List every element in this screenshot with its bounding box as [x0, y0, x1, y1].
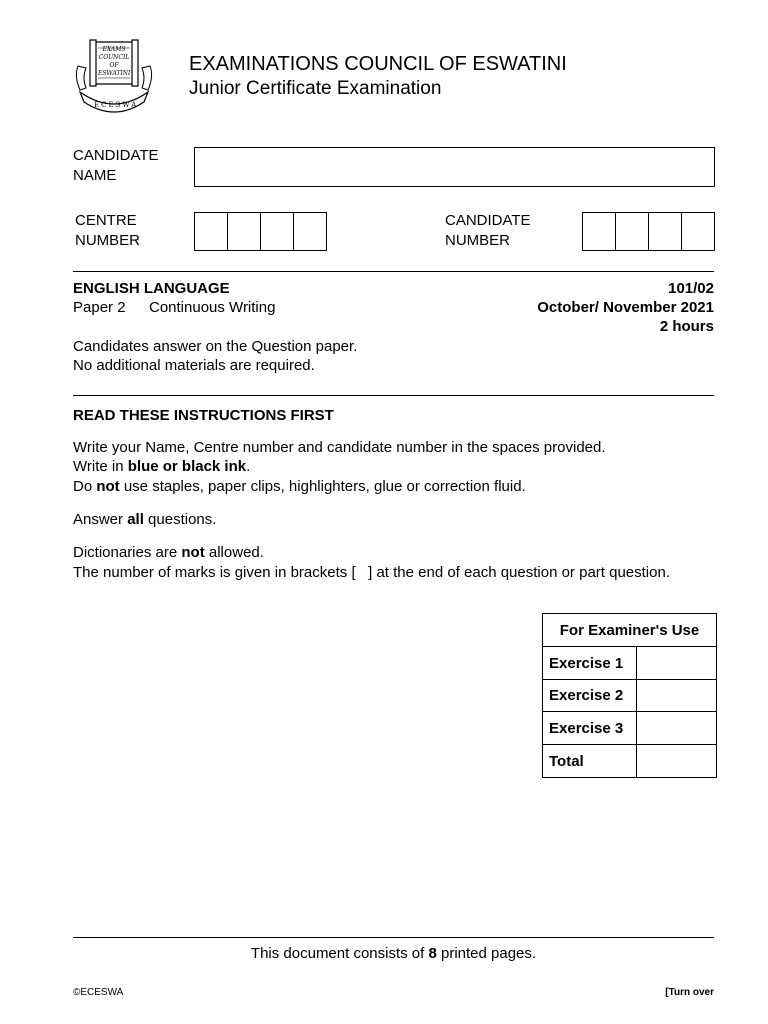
mark-cell: [637, 680, 717, 712]
page-title: EXAMINATIONS COUNCIL OF ESWATINI: [189, 53, 567, 75]
digit-box[interactable]: [195, 213, 228, 250]
instruction-line: Write in blue or black ink.: [73, 458, 251, 475]
digit-box[interactable]: [616, 213, 649, 250]
digit-box[interactable]: [649, 213, 682, 250]
paper-code: 101/02: [668, 280, 714, 297]
row-label: Total: [543, 745, 637, 778]
candidate-number-label: CANDIDATE NUMBER: [445, 212, 531, 249]
footer-divider: [73, 937, 714, 938]
paper-number: Paper 2: [73, 299, 126, 316]
materials-note: No additional materials are required.: [73, 357, 315, 374]
row-label: Exercise 3: [543, 712, 637, 745]
table-row: [543, 647, 717, 680]
page-subtitle: Junior Certificate Examination: [189, 78, 442, 99]
digit-box[interactable]: [228, 213, 261, 250]
table-row: [543, 680, 717, 712]
table-row: [543, 614, 717, 647]
mark-cell: [637, 712, 717, 745]
candidate-name-label: CANDIDATE NAME: [73, 147, 159, 184]
mark-cell: [637, 647, 717, 680]
page-count-note: This document consists of 8 printed pages.: [250, 945, 537, 962]
digit-box[interactable]: [583, 213, 616, 250]
instruction-line: Write your Name, Centre number and candidate number in the spaces provided.: [73, 439, 606, 456]
exam-session: October/ November 2021: [537, 299, 714, 316]
row-label: Exercise 2: [543, 680, 637, 712]
digit-box[interactable]: [261, 213, 294, 250]
table-row: [543, 745, 717, 778]
logo-ribbon-text: ECESWA: [94, 101, 139, 109]
divider: [73, 271, 714, 272]
turn-over-note: [Turn over: [665, 987, 714, 998]
answer-note: Candidates answer on the Question paper.: [73, 338, 358, 355]
instruction-line: Answer all questions.: [73, 511, 217, 528]
instructions-heading: READ THESE INSTRUCTIONS FIRST: [73, 407, 334, 424]
paper-title: Continuous Writing: [149, 299, 276, 316]
digit-box[interactable]: [682, 213, 714, 250]
council-logo: [72, 36, 156, 116]
exam-duration: 2 hours: [659, 318, 714, 335]
candidate-name-field[interactable]: [194, 147, 715, 187]
copyright: ©ECESWA: [73, 987, 124, 998]
table-row: [543, 712, 717, 745]
table-heading: For Examiner's Use: [543, 614, 717, 647]
instruction-line: Dictionaries are not allowed.: [73, 544, 264, 561]
divider: [73, 395, 714, 396]
centre-number-label: CENTRE NUMBER: [75, 212, 141, 249]
mark-cell: [637, 745, 717, 778]
logo-text: EXAMS COUNCIL OF ESWATINI: [98, 46, 131, 77]
row-label: Exercise 1: [543, 647, 637, 680]
centre-number-field[interactable]: [194, 212, 327, 251]
examiner-use-table: [542, 613, 717, 778]
candidate-number-field[interactable]: [582, 212, 715, 251]
instruction-line: The number of marks is given in brackets [ ] at the end of each question or part question.: [73, 564, 670, 581]
digit-box[interactable]: [294, 213, 326, 250]
instruction-line: Do not use staples, paper clips, highlighters, glue or correction fluid.: [73, 478, 526, 495]
subject-name: ENGLISH LANGUAGE: [73, 280, 230, 297]
